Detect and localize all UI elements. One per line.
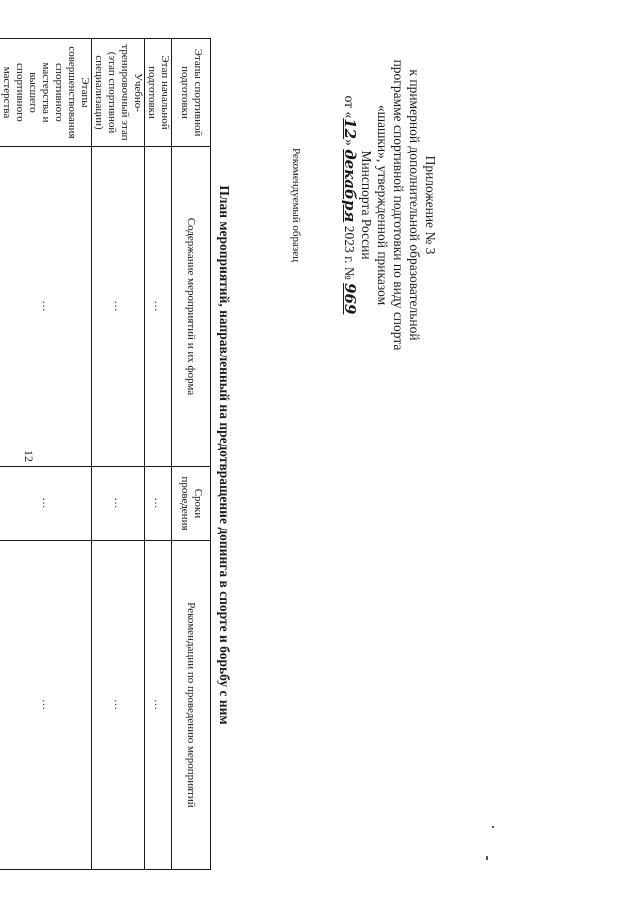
cell-content: … bbox=[0, 147, 92, 467]
header-content: Содержание мероприятий и их форма bbox=[172, 147, 211, 467]
page-number: 12 bbox=[22, 450, 36, 462]
cell-stage: Этапы совершенствования спортивного мастерства и высшего спортивного мастерства bbox=[0, 39, 92, 147]
cell-dates: … bbox=[0, 467, 92, 541]
cell-dates: … bbox=[145, 467, 172, 541]
plan-table bbox=[0, 38, 211, 870]
appendix-line-4: Минспорта России bbox=[359, 150, 374, 260]
table-row bbox=[145, 39, 172, 870]
scan-speck bbox=[486, 856, 488, 860]
cell-stage: Учебно-тренировочный этап (этап спортивной специализации) bbox=[92, 39, 145, 147]
cell-recommendations: … bbox=[92, 541, 145, 870]
header-dates: Сроки проведения bbox=[172, 467, 211, 541]
date-year: 2023 г. № bbox=[342, 222, 357, 284]
rotated-landscape-page bbox=[1, 20, 450, 870]
table-header-row bbox=[172, 39, 211, 870]
cell-dates: … bbox=[92, 467, 145, 541]
table-row bbox=[0, 39, 92, 870]
cell-content: … bbox=[92, 147, 145, 467]
cell-content: … bbox=[145, 147, 172, 467]
plan-title: План мероприятий, направленный на предотвращение допинга в спорте и борьбу с ним bbox=[217, 185, 232, 725]
appendix-date-line bbox=[341, 30, 358, 380]
cell-stage: Этап начальной подготовки bbox=[145, 39, 172, 147]
date-mid: » bbox=[342, 139, 357, 150]
table-row bbox=[92, 39, 145, 870]
appendix-title: Приложение № 3 bbox=[423, 155, 438, 255]
header-stage: Этапы спортивной подготовки bbox=[172, 39, 211, 147]
appendix-header bbox=[341, 30, 438, 380]
date-day: 12 bbox=[341, 118, 359, 140]
appendix-line-1: к примерной дополнительной образовательной bbox=[407, 69, 422, 341]
appendix-line-2: программе спортивной подготовки по виду спорта bbox=[391, 59, 406, 351]
appendix-line-3: «шашки», утвержденной приказом bbox=[375, 104, 390, 306]
order-number: 969 bbox=[341, 283, 359, 315]
recommended-sample-label: Рекомендуемый образец bbox=[290, 147, 302, 263]
date-prefix: от « bbox=[342, 95, 357, 119]
date-month: декабря bbox=[341, 149, 359, 223]
scan-speck bbox=[492, 826, 494, 828]
cell-recommendations: … bbox=[0, 541, 92, 870]
header-recommendations: Рекомендации по проведению мероприятий bbox=[172, 541, 211, 870]
cell-recommendations: … bbox=[145, 541, 172, 870]
